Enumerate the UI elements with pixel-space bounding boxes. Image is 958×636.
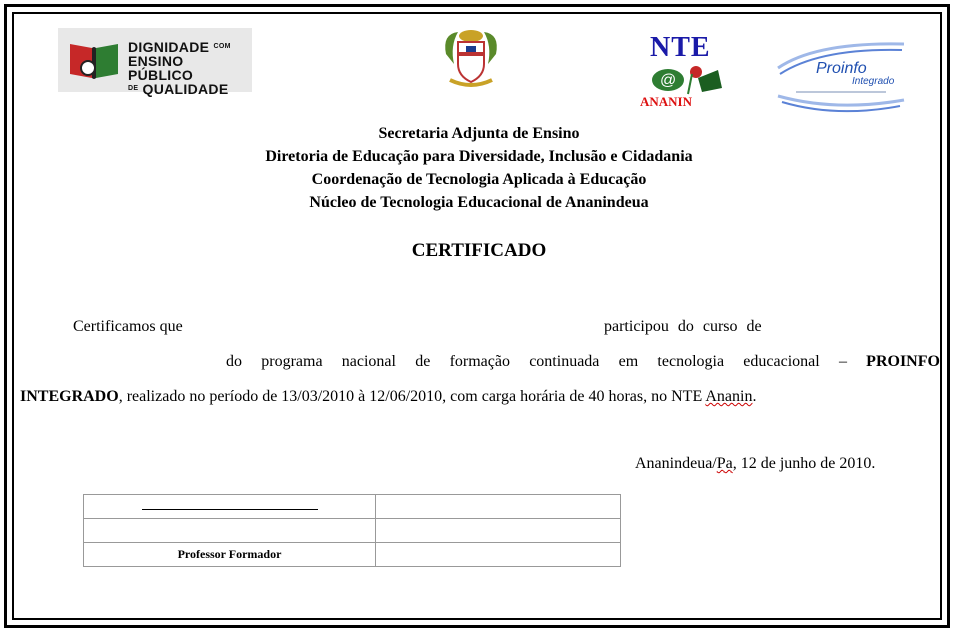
participated-text: participou do curso de [604,318,762,335]
certify-text: Certificamos que [73,318,183,335]
certificate-title: CERTIFICADO [411,240,547,261]
signature-empty-cell [376,519,621,543]
signature-name-cell [84,519,376,543]
header-line-3: Coordenação de Tecnologia Aplicada à Educação [311,171,647,188]
signature-table [83,494,621,567]
signature-role: Professor Formador [84,543,376,567]
nte-logo-subtitle: ANANIN [640,94,692,109]
nte-logo-title: NTE [650,32,711,63]
signature-empty-cell [376,495,621,519]
header-line-2: Diretoria de Educação para Diversidade, Inclusão e Cidadania [265,148,693,165]
nte-plant-icon [648,60,728,96]
dignidade-logo [58,28,252,97]
coat-of-arms-icon [436,24,506,92]
period-text: INTEGRADO, realizado no período de 13/03/2010 à 12/06/2010, com carga horária de 40 horas, no NTE Ananin. [20,388,757,405]
signature-line [142,499,318,510]
header-line-4: Núcleo de Tecnologia Educacional de Ananindeua [309,194,649,211]
signature-line-cell [84,495,376,519]
nte-logo [638,32,730,114]
book-icon [66,38,122,82]
header-line-1: Secretaria Adjunta de Ensino [378,125,580,142]
proinfo-logo-title: Proinfo [816,60,867,77]
date-line: Ananindeua/Pa, 12 de junho de 2010. [635,455,876,472]
proinfo-logo [776,38,906,116]
signature-empty-cell [376,543,621,567]
program-text: do programa nacional de formação continuada em tecnologia educacional – PROINFO [226,353,940,370]
dignidade-text: DIGNIDADE $^{COM}$ ENSINO PÚBLICO $^{DE}$ QUALIDADE [128,39,231,97]
svg-text:@: @ [660,72,677,89]
proinfo-logo-subtitle: Integrado [852,76,895,87]
